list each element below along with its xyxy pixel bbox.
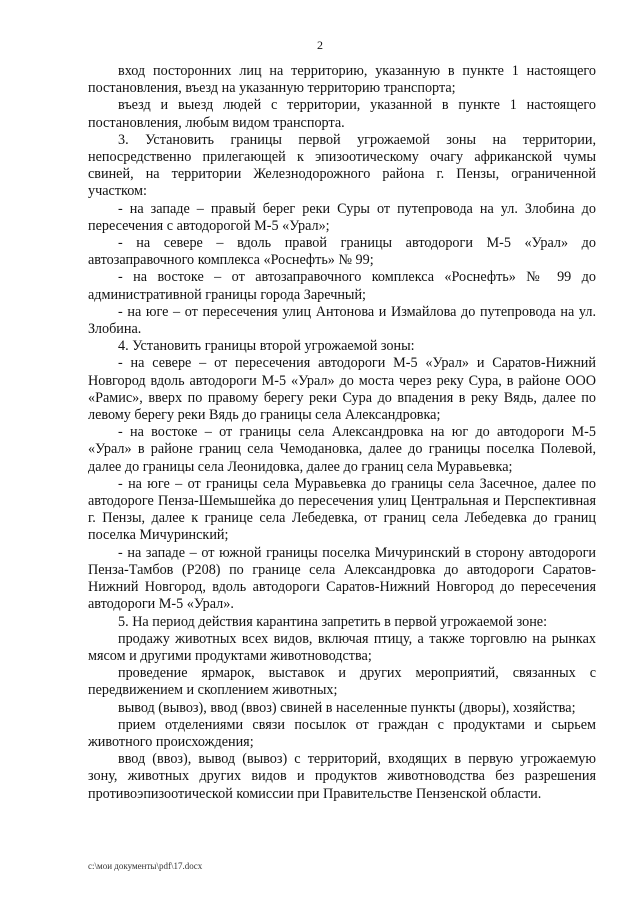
file-path-footer: c:\мои документы\pdf\17.docx (88, 861, 203, 871)
page-number: 2 (317, 38, 323, 52)
paragraph: въезд и выезд людей с территории, указанной в пункте 1 настоящего постановления, любым видом транспорта. (88, 97, 596, 131)
paragraph: - на западе – от южной границы поселка Мичуринский в сторону автодороги Пенза-Тамбов (Р208) по границе села Александровка до автодороги Саратов-Нижний Новгород, вдоль автодороги Саратов-Нижний Новгород до пересечения автодороги М-5 «Урал». (88, 544, 596, 613)
paragraph: - на юге – от границы села Муравьевка до границы села Засечное, далее по автодороге Пенза-Шемышейка до пересечения улиц Центральная и Перспективная г. Пензы, далее к границе села Лебедевка, от границ села Лебедевка до границ поселка Мичуринский; (88, 475, 596, 544)
paragraph: продажу животных всех видов, включая птицу, а также торговлю на рынках мясом и другими продуктами животноводства; (88, 630, 596, 664)
paragraph: вывод (вывоз), ввод (ввоз) свиней в населенные пункты (дворы), хозяйства; (118, 699, 576, 716)
paragraph: - на юге – от пересечения улиц Антонова и Измайлова до путепровода на ул. Злобина. (88, 303, 596, 338)
paragraph: - на востоке – от границы села Александровка на юг до автодороги М-5 «Урал» в районе границ села Чемодановка, далее до границы поселка Полевой, далее до границы села Леонидовка, далее до границ села Муравьевка; (88, 424, 596, 475)
paragraph: - на востоке – от автозаправочного комплекса «Роснефть» № 99 до административной границы города Заречный; (88, 269, 596, 303)
document-body (88, 63, 596, 803)
paragraph: вход посторонних лиц на территорию, указанную в пункте 1 настоящего постановления, въезд на указанную территорию транспорта; (88, 63, 596, 97)
paragraph: - на севере – от пересечения автодороги М-5 «Урал» и Саратов-Нижний Новгород вдоль автодороги М-5 «Урал» до моста через реку Сура, в районе ООО «Рамис», вверх по правому берегу реки Сура до впадения в реку Вядь, далее по левому берегу реки Вядь до границы села Александровка; (88, 355, 596, 424)
paragraph: - на западе – правый берег реки Суры от путепровода на ул. Злобина до пересечения с автодорогой М-5 «Урал»; (88, 200, 596, 234)
paragraph: 4. Установить границы второй угрожаемой зоны: (118, 338, 415, 355)
paragraph: прием отделениями связи посылок от граждан с продуктами и сырьем животного происхождения; (88, 716, 596, 750)
paragraph: - на севере – вдоль правой границы автодороги М-5 «Урал» до автозаправочного комплекса «Роснефть» № 99; (88, 235, 596, 269)
paragraph: проведение ярмарок, выставок и других мероприятий, связанных с передвижением и скоплением животных; (88, 665, 596, 699)
paragraph: 5. На период действия карантина запретить в первой угрожаемой зоне: (118, 613, 548, 630)
paragraph: 3. Установить границы первой угрожаемой зоны на территории, непосредственно прилегающей к эпизоотическому очагу африканской чумы свиней, на территории Железнодорожного района г. Пензы, ограниченной участком: (88, 131, 596, 200)
paragraph: ввод (ввоз), вывод (вывоз) с территорий, входящих в первую угрожаемую зону, животных других видов и продуктов животноводства без разрешения противоэпизоотической комиссии при Правительстве Пензенской области. (88, 751, 596, 802)
